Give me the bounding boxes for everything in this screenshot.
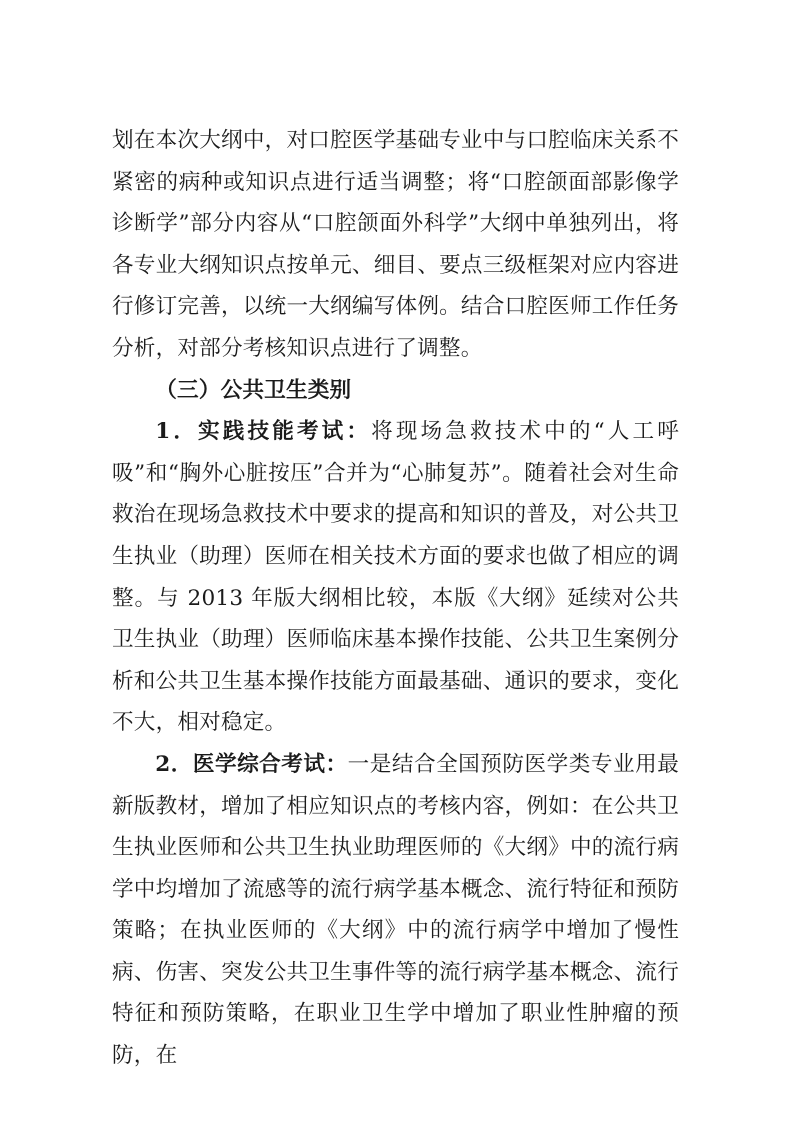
paragraph-text: 划在本次大纲中，对口腔医学基础专业中与口腔临床关系不紧密的病种或知识点进行适当调整；将“口腔颌面部影像学诊断学”部分内容从“口腔颌面外科学”大纲中单独列出，将各专业大纲知识点按单元、细目、要点三级框架对应内容进行修订完善，以统一大纲编写体例。结合口腔医师工作任务分析，对部分考核知识点进行了调整。 xyxy=(112,128,679,361)
heading-text: （三）公共卫生类别 xyxy=(155,377,352,403)
paragraph-medical-comprehensive-exam xyxy=(112,744,679,1077)
paragraph-oral-medicine-outline xyxy=(112,120,679,370)
medical-comprehensive-exam-label: 2．医学综合考试： xyxy=(155,751,348,777)
practical-skills-exam-label: 1．实践技能考试： xyxy=(155,419,372,445)
paragraph-practical-skills-exam xyxy=(112,411,679,744)
medical-comprehensive-exam-body: 一是结合全国预防医学类专业用最新版教材，增加了相应知识点的考核内容，例如：在公共卫生执业医师和公共卫生执业助理医师的《大纲》中的流行病学中均增加了流感等的流行病学基本概念、流行特征和预防策略；在执业医师的《大纲》中的流行病学中增加了慢性病、伤害、突发公共卫生事件等的流行病学基本概念、流行特征和预防策略，在职业卫生学中增加了职业性肿瘤的预防，在 xyxy=(112,751,679,1069)
document-text-block xyxy=(112,120,679,1077)
heading-public-health-category xyxy=(112,370,679,412)
practical-skills-exam-body: 将现场急救技术中的“人工呼吸”和“胸外心脏按压”合并为“心肺复苏”。随着社会对生命救治在现场急救技术中要求的提高和知识的普及，对公共卫生执业（助理）医师在相关技术方面的要求也做了相应的调整。与 2013 年版大纲相比较，本版《大纲》延续对公共卫生执业（助理）医师临床基本操作技能、公共卫生案例分析和公共卫生基本操作技能方面最基础、通识的要求，变化不大，相对稳定。 xyxy=(112,419,679,736)
